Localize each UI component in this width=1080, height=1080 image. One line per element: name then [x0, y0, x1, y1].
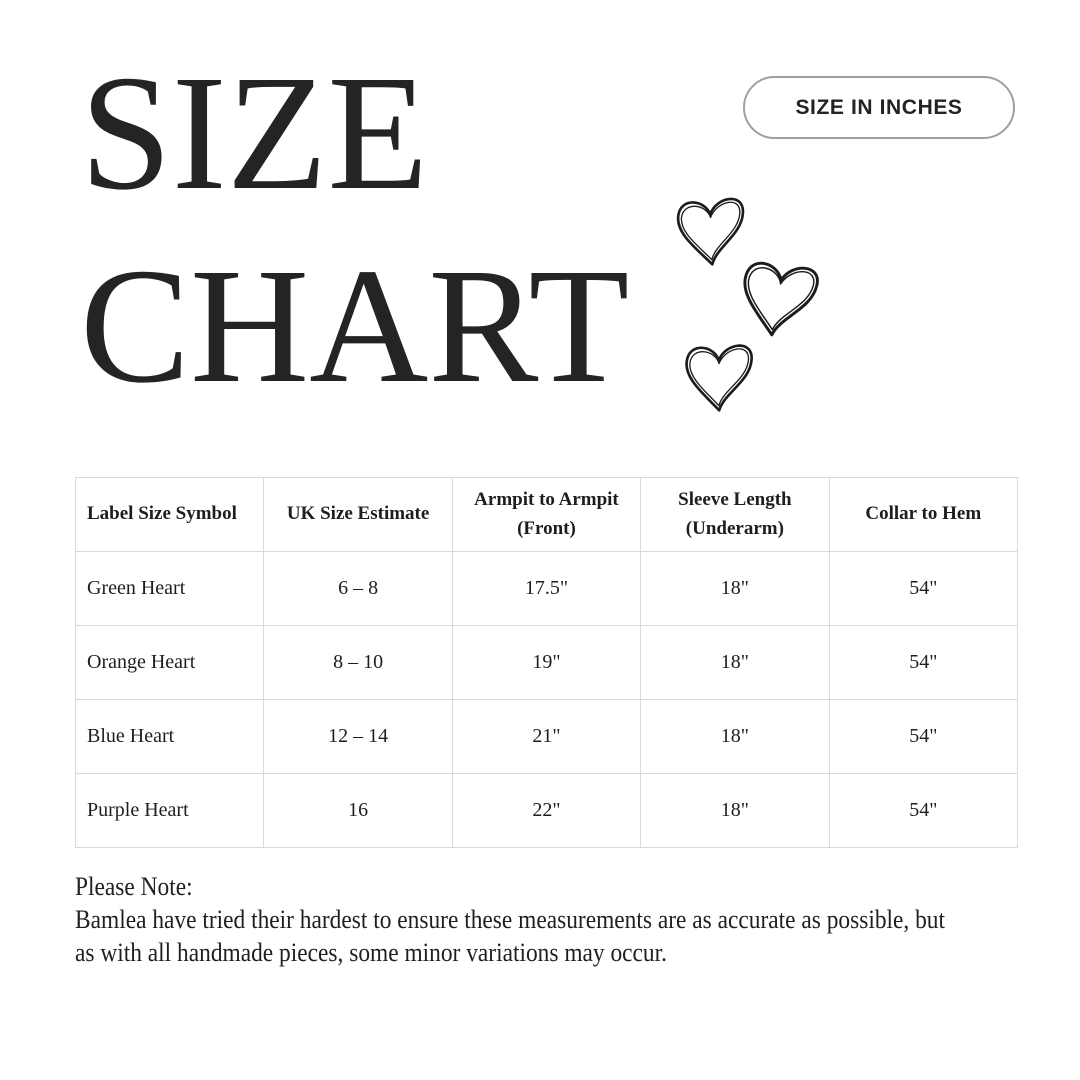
column-header-sleeve-length: [641, 478, 829, 552]
cell-sleeve: 18": [641, 774, 829, 848]
cell-label-size-symbol: Orange Heart: [76, 626, 264, 700]
table-header-row: [76, 478, 1018, 552]
note-line-1: Bamlea have tried their hardest to ensure these measurements are as accurate as possible, but: [75, 905, 946, 934]
cell-collar-hem: 54": [829, 700, 1017, 774]
column-header-text: Sleeve Length: [678, 489, 792, 510]
cell-collar-hem: 54": [829, 552, 1017, 626]
cell-armpit: 22": [452, 774, 640, 848]
cell-collar-hem: 54": [829, 626, 1017, 700]
heart-icon: [740, 262, 819, 339]
table-row-green-heart: [76, 552, 1018, 626]
column-header-text: UK Size Estimate: [286, 503, 430, 525]
heart-icon: [676, 197, 748, 267]
cell-uk-size: 16: [264, 774, 452, 848]
page-title-line2: CHART: [80, 234, 630, 417]
heart-icon: [685, 344, 755, 412]
cell-label-size-symbol: Green Heart: [76, 552, 264, 626]
size-table: [75, 477, 1018, 848]
page-title: [80, 36, 629, 422]
note-title: Please Note:: [75, 872, 193, 901]
cell-armpit: 17.5": [452, 552, 640, 626]
hearts-icon: [663, 182, 835, 427]
table-row-purple-heart: [76, 774, 1018, 848]
cell-uk-size: 6 – 8: [264, 552, 452, 626]
cell-sleeve: 18": [641, 626, 829, 700]
size-unit-badge: [743, 76, 1015, 139]
note-line-2: as with all handmade pieces, some minor variations may occur.: [75, 938, 667, 967]
column-header-text: Collar to Hem: [865, 503, 982, 525]
column-header-armpit-to-armpit: [452, 478, 640, 552]
cell-uk-size: 8 – 10: [264, 626, 452, 700]
table-row-orange-heart: [76, 626, 1018, 700]
size-table-header: [76, 478, 1018, 552]
cell-label-size-symbol: Purple Heart: [76, 774, 264, 848]
cell-label-size-symbol: Blue Heart: [76, 700, 264, 774]
cell-uk-size: 12 – 14: [264, 700, 452, 774]
column-header-text: Label Size Symbol: [87, 503, 237, 525]
page-title-line1: SIZE: [80, 41, 429, 224]
cell-sleeve: 18": [641, 700, 829, 774]
column-header-subtext: (Front): [517, 517, 576, 539]
column-header-label-size-symbol: [76, 478, 264, 552]
table-row-blue-heart: [76, 700, 1018, 774]
cell-armpit: 19": [452, 626, 640, 700]
cell-armpit: 21": [452, 700, 640, 774]
column-header-collar-to-hem: [829, 478, 1017, 552]
column-header-uk-size-estimate: [264, 478, 452, 552]
cell-sleeve: 18": [641, 552, 829, 626]
size-table-body: [76, 552, 1018, 848]
disclaimer-note: [75, 870, 1042, 969]
column-header-subtext: (Underarm): [685, 517, 784, 539]
size-unit-badge-label: SIZE IN INCHES: [795, 95, 963, 119]
column-header-text: Armpit to Armpit: [474, 489, 619, 510]
cell-collar-hem: 54": [829, 774, 1017, 848]
